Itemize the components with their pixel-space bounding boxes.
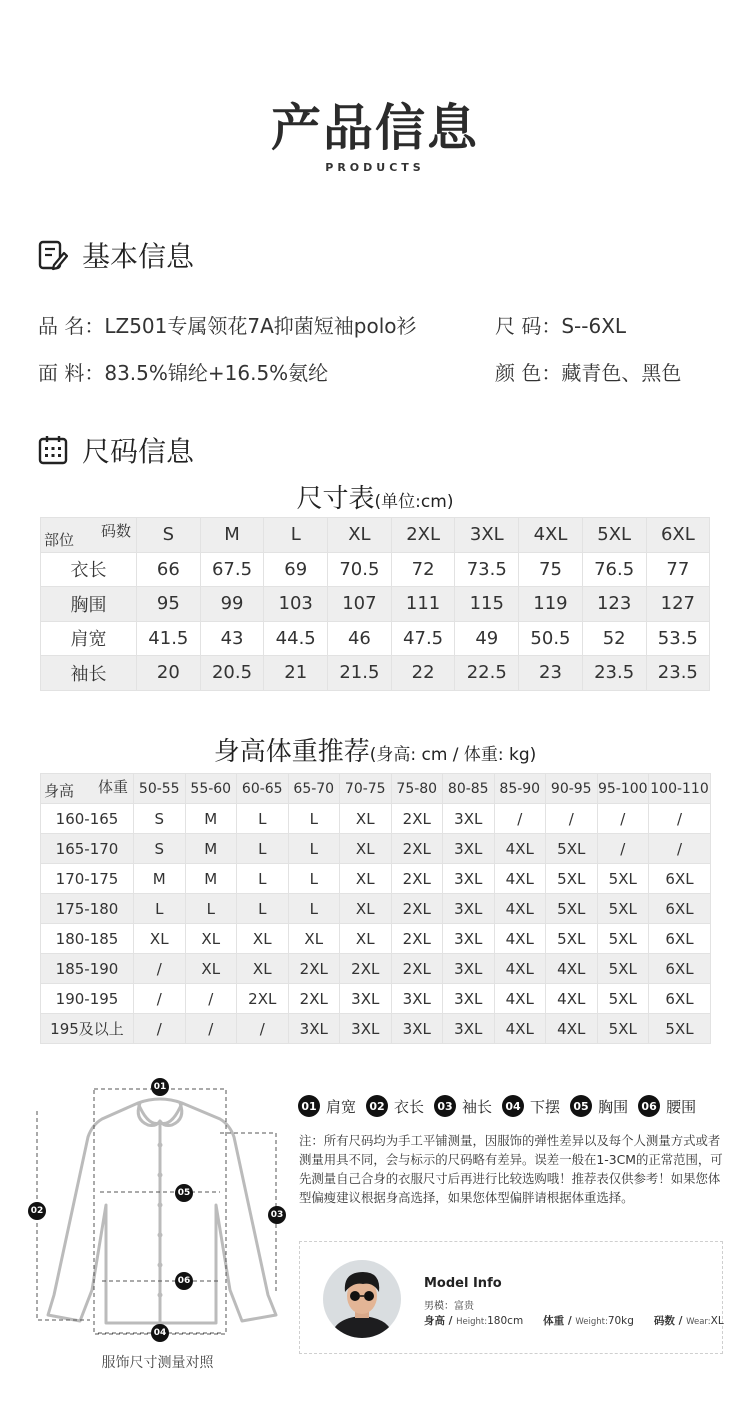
table-cell: 3XL: [340, 1014, 392, 1044]
table-cell: 107: [328, 587, 392, 622]
table-cell: 6XL: [649, 924, 711, 954]
table-cell: 66: [137, 552, 201, 587]
table-row: [41, 954, 711, 984]
document-edit-icon: [38, 239, 68, 271]
table-cell: 4XL: [494, 864, 546, 894]
row-label: 190-195: [41, 984, 134, 1014]
table-cell: 127: [646, 587, 710, 622]
table-cell: 46: [328, 621, 392, 656]
calendar-icon: [38, 435, 68, 465]
column-header: L: [264, 518, 328, 553]
table-cell: 73.5: [455, 552, 519, 587]
table-cell: 76.5: [582, 552, 646, 587]
table-header-row: [41, 518, 710, 553]
table-row: [41, 656, 710, 691]
table-cell: /: [649, 834, 711, 864]
table-cell: S: [134, 804, 186, 834]
table-cell: 103: [264, 587, 328, 622]
table-cell: 52: [582, 621, 646, 656]
table-cell: 2XL: [288, 954, 340, 984]
table-row: [41, 834, 711, 864]
shirt-measure-diagram: [30, 1075, 290, 1350]
table-cell: 119: [519, 587, 583, 622]
table-cell: L: [237, 804, 289, 834]
table-cell: 5XL: [649, 1014, 711, 1044]
table-cell: 69: [264, 552, 328, 587]
table-cell: M: [185, 834, 237, 864]
column-header: 85-90: [494, 774, 546, 804]
table-cell: /: [134, 1014, 186, 1044]
legend-item: [366, 1095, 424, 1117]
table-cell: L: [185, 894, 237, 924]
table-cell: /: [494, 804, 546, 834]
table-cell: /: [185, 1014, 237, 1044]
table-cell: 77: [646, 552, 710, 587]
recommend-table-title: [0, 731, 750, 768]
table-cell: XL: [288, 924, 340, 954]
table-cell: 5XL: [546, 834, 598, 864]
table-row: [41, 587, 710, 622]
table-cell: 4XL: [546, 954, 598, 984]
model-avatar: [323, 1260, 401, 1338]
row-label: 袖长: [41, 656, 137, 691]
table-cell: XL: [185, 924, 237, 954]
column-header: S: [137, 518, 201, 553]
column-header: 75-80: [391, 774, 443, 804]
table-cell: 23.5: [582, 656, 646, 691]
legend-label: 胸围: [598, 1097, 629, 1116]
table-cell: 2XL: [288, 984, 340, 1014]
table-cell: /: [597, 834, 649, 864]
table-cell: 3XL: [391, 1014, 443, 1044]
table-cell: XL: [340, 894, 392, 924]
table-cell: 2XL: [391, 924, 443, 954]
table-cell: XL: [340, 924, 392, 954]
column-header: 70-75: [340, 774, 392, 804]
table-cell: /: [597, 804, 649, 834]
table-cell: 115: [455, 587, 519, 622]
table-cell: 21: [264, 656, 328, 691]
badge-05: 05: [175, 1184, 193, 1202]
row-label: 160-165: [41, 804, 134, 834]
table-cell: /: [134, 954, 186, 984]
size-table-heading: 尺寸表: [296, 484, 375, 514]
basic-info-title: 基本信息: [82, 240, 195, 273]
table-cell: 3XL: [443, 894, 495, 924]
table-cell: 4XL: [494, 924, 546, 954]
table-cell: 5XL: [597, 864, 649, 894]
table-cell: 44.5: [264, 621, 328, 656]
table-row: [41, 864, 711, 894]
table-cell: 75: [519, 552, 583, 587]
model-wear: 码数 / Wear:XL: [653, 1315, 724, 1327]
legend-number: 02: [366, 1095, 388, 1117]
table-cell: 5XL: [597, 984, 649, 1014]
row-label: 185-190: [41, 954, 134, 984]
legend-number: 05: [570, 1095, 592, 1117]
model-info-title: Model Info: [424, 1276, 502, 1291]
table-cell: 6XL: [649, 954, 711, 984]
table-cell: 3XL: [443, 1014, 495, 1044]
table-cell: XL: [134, 924, 186, 954]
size-table-unit: (单位:cm): [374, 492, 454, 512]
table-cell: 4XL: [494, 954, 546, 984]
model-name: 男模：富贵: [424, 1301, 474, 1312]
legend-item: [638, 1095, 696, 1117]
table-cell: 2XL: [391, 804, 443, 834]
badge-06: 06: [175, 1272, 193, 1290]
corner-top-label: 体重: [97, 778, 128, 796]
table-row: [41, 804, 711, 834]
table-cell: 5XL: [597, 954, 649, 984]
table-cell: L: [237, 834, 289, 864]
table-row: [41, 894, 711, 924]
column-header: 65-70: [288, 774, 340, 804]
table-row: [41, 924, 711, 954]
table-cell: 4XL: [494, 984, 546, 1014]
table-row: [41, 552, 710, 587]
legend-label: 腰围: [666, 1097, 697, 1116]
table-cell: 72: [391, 552, 455, 587]
table-cell: 6XL: [649, 894, 711, 924]
table-cell: 67.5: [200, 552, 264, 587]
table-cell: XL: [340, 864, 392, 894]
corner-top-label: 码数: [100, 522, 131, 540]
column-header: 100-110: [649, 774, 711, 804]
table-cell: L: [288, 864, 340, 894]
table-cell: 5XL: [597, 924, 649, 954]
row-label: 肩宽: [41, 621, 137, 656]
table-cell: 43: [200, 621, 264, 656]
diagram-caption: 服饰尺寸测量对照: [101, 1355, 214, 1371]
table-cell: 47.5: [391, 621, 455, 656]
table-cell: 23: [519, 656, 583, 691]
column-header: 4XL: [519, 518, 583, 553]
table-cell: 3XL: [443, 804, 495, 834]
size-table-title: [0, 478, 750, 515]
column-header: 55-60: [185, 774, 237, 804]
size-range-row: 尺 码：S--6XL: [495, 314, 627, 338]
table-cell: 4XL: [546, 1014, 598, 1044]
table-cell: L: [288, 894, 340, 924]
table-cell: L: [237, 864, 289, 894]
table-cell: 3XL: [443, 984, 495, 1014]
column-header: 90-95: [546, 774, 598, 804]
basic-info-heading: [38, 235, 194, 275]
row-label: 胸围: [41, 587, 137, 622]
page-title: 产品信息: [271, 99, 479, 157]
row-label: 180-185: [41, 924, 134, 954]
table-cell: 3XL: [443, 924, 495, 954]
badge-04: 04: [151, 1324, 169, 1342]
table-cell: L: [288, 834, 340, 864]
legend-label: 衣长: [394, 1097, 425, 1116]
table-cell: 4XL: [494, 894, 546, 924]
table-cell: L: [288, 804, 340, 834]
table-cell: 3XL: [443, 864, 495, 894]
table-cell: 2XL: [340, 954, 392, 984]
table-row: [41, 621, 710, 656]
column-header: 6XL: [646, 518, 710, 553]
table-cell: 95: [137, 587, 201, 622]
table-cell: 21.5: [328, 656, 392, 691]
table-cell: S: [134, 834, 186, 864]
column-header: 5XL: [582, 518, 646, 553]
table-cell: 2XL: [391, 894, 443, 924]
table-cell: 2XL: [391, 954, 443, 984]
table-cell: 2XL: [391, 864, 443, 894]
table-cell: /: [134, 984, 186, 1014]
table-cell: 5XL: [546, 894, 598, 924]
table-cell: 4XL: [494, 1014, 546, 1044]
table-cell: 5XL: [546, 924, 598, 954]
table-cell: 4XL: [546, 984, 598, 1014]
table-cell: 6XL: [649, 984, 711, 1014]
legend-number: 04: [502, 1095, 524, 1117]
legend-number: 01: [298, 1095, 320, 1117]
badge-01: 01: [151, 1078, 169, 1096]
column-header: 60-65: [237, 774, 289, 804]
legend-label: 袖长: [462, 1097, 493, 1116]
legend-item: [434, 1095, 492, 1117]
corner-bottom-label: 身高: [44, 782, 75, 800]
table-corner-cell: [41, 774, 134, 804]
table-row: [41, 1014, 711, 1044]
table-cell: 53.5: [646, 621, 710, 656]
column-header: 80-85: [443, 774, 495, 804]
product-name-row: 品 名：LZ501专属领花7A抑菌短袖polo衫: [38, 314, 417, 338]
legend-item: [502, 1095, 560, 1117]
table-cell: 3XL: [340, 984, 392, 1014]
table-cell: 70.5: [328, 552, 392, 587]
recommend-table: [40, 773, 711, 1044]
table-cell: 22.5: [455, 656, 519, 691]
table-cell: L: [237, 894, 289, 924]
legend-number: 06: [638, 1095, 660, 1117]
table-cell: 23.5: [646, 656, 710, 691]
table-cell: 3XL: [288, 1014, 340, 1044]
badge-03: 03: [268, 1206, 286, 1224]
table-cell: XL: [340, 834, 392, 864]
table-cell: 3XL: [443, 954, 495, 984]
color-row: 颜 色：藏青色、黑色: [495, 361, 682, 385]
legend-label: 下摆: [530, 1097, 561, 1116]
legend-label: 肩宽: [326, 1097, 357, 1116]
size-table: [40, 517, 710, 691]
model-stats: [424, 1313, 724, 1328]
table-cell: M: [185, 804, 237, 834]
table-cell: 20: [137, 656, 201, 691]
model-info-card: [299, 1241, 723, 1354]
size-info-heading: [38, 430, 194, 470]
table-cell: 2XL: [391, 834, 443, 864]
table-cell: 99: [200, 587, 264, 622]
page-subtitle: PRODUCTS: [325, 161, 425, 174]
column-header: M: [200, 518, 264, 553]
legend-item: [298, 1095, 356, 1117]
table-cell: /: [237, 1014, 289, 1044]
table-cell: 22: [391, 656, 455, 691]
table-cell: 3XL: [391, 984, 443, 1014]
table-cell: XL: [185, 954, 237, 984]
table-cell: 111: [391, 587, 455, 622]
recommend-table-unit: (身高: cm / 体重: kg): [369, 745, 537, 765]
table-cell: 20.5: [200, 656, 264, 691]
legend-number: 03: [434, 1095, 456, 1117]
table-cell: /: [546, 804, 598, 834]
row-label: 衣长: [41, 552, 137, 587]
model-height: 身高 / Height:180cm: [424, 1315, 524, 1327]
table-cell: 5XL: [597, 894, 649, 924]
badge-02: 02: [28, 1202, 46, 1220]
row-label: 165-170: [41, 834, 134, 864]
table-corner-cell: [41, 518, 137, 553]
table-cell: 5XL: [597, 1014, 649, 1044]
table-cell: 41.5: [137, 621, 201, 656]
table-cell: /: [649, 804, 711, 834]
measure-legend: [298, 1095, 706, 1117]
table-cell: L: [134, 894, 186, 924]
table-row: [41, 984, 711, 1014]
table-cell: /: [185, 984, 237, 1014]
column-header: 95-100: [597, 774, 649, 804]
table-cell: XL: [237, 954, 289, 984]
column-header: 50-55: [134, 774, 186, 804]
column-header: 3XL: [455, 518, 519, 553]
measure-note: 注：所有尺码均为手工平铺测量，因服饰的弹性差异以及每个人测量方式或者测量用具不同，会与标示的尺码略有差异。误差一般在1-3CM的正常范围，可先测量自己合身的衣服尺寸后再进行比较选购哦！推荐表仅供参考！如果您体型偏瘦建议根据身高选择，如果您体型偏胖请根据体重选择。: [299, 1133, 723, 1205]
table-header-row: [41, 774, 711, 804]
table-cell: 2XL: [237, 984, 289, 1014]
table-cell: M: [134, 864, 186, 894]
shirt-icon: [30, 1075, 290, 1350]
table-cell: 5XL: [546, 864, 598, 894]
table-cell: 6XL: [649, 864, 711, 894]
table-cell: 123: [582, 587, 646, 622]
size-info-title: 尺码信息: [82, 435, 195, 468]
model-weight: 体重 / Weight:70kg: [543, 1315, 634, 1327]
table-cell: 49: [455, 621, 519, 656]
row-label: 195及以上: [41, 1014, 134, 1044]
legend-item: [570, 1095, 628, 1117]
column-header: 2XL: [391, 518, 455, 553]
row-label: 175-180: [41, 894, 134, 924]
table-cell: XL: [340, 804, 392, 834]
table-cell: 50.5: [519, 621, 583, 656]
table-cell: XL: [237, 924, 289, 954]
fabric-row: 面 料：83.5%锦纶+16.5%氨纶: [38, 361, 329, 385]
recommend-table-heading: 身高体重推荐: [213, 737, 370, 767]
row-label: 170-175: [41, 864, 134, 894]
column-header: XL: [328, 518, 392, 553]
table-cell: M: [185, 864, 237, 894]
table-cell: 3XL: [443, 834, 495, 864]
table-cell: 4XL: [494, 834, 546, 864]
corner-bottom-label: 部位: [44, 530, 75, 549]
